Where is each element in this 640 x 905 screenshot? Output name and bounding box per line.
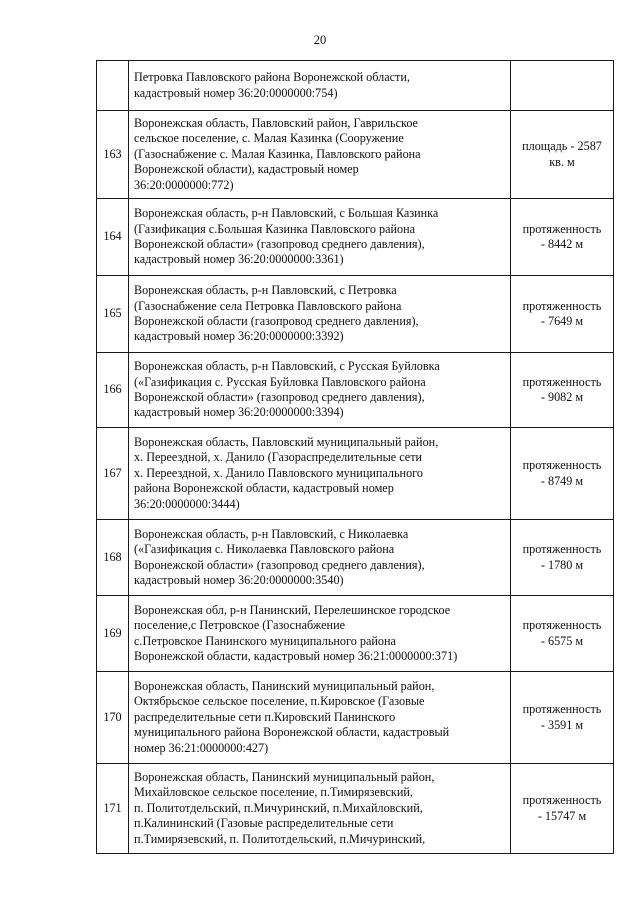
table-row xyxy=(97,199,614,276)
object-description: Воронежская область, р-н Павловский, с Большая Казинка (Газификация с.Большая Казинка Павловского района Воронежской области» (газопровод среднего давления), кадастровый номер 36:20:0000000:3361) xyxy=(129,199,511,276)
row-number xyxy=(97,61,129,111)
row-number: 165 xyxy=(97,276,129,353)
row-number: 164 xyxy=(97,199,129,276)
table-row xyxy=(97,61,614,111)
row-number: 166 xyxy=(97,353,129,428)
table-row xyxy=(97,111,614,199)
object-size: протяженность - 1780 м xyxy=(511,520,614,596)
object-size: протяженность - 3591 м xyxy=(511,672,614,764)
object-description: Воронежская область, р-н Павловский, с Русская Буйловка («Газификация с. Русская Буйловка Павловского района Воронежской области» (газопровод среднего давления), кадастровый номер 36:20:0000000:3394) xyxy=(129,353,511,428)
object-description: Воронежская область, р-н Павловский, с Петровка (Газоснабжение села Петровка Павловского района Воронежской области (газопровод среднего давления), кадастровый номер 36:20:0000000:3392) xyxy=(129,276,511,353)
object-description: Воронежская область, р-н Павловский, с Николаевка («Газификация с. Николаевка Павловского района Воронежской области» (газопровод среднего давления), кадастровый номер 36:20:0000000:3540) xyxy=(129,520,511,596)
object-description: Воронежская область, Павловский муниципальный район, х. Переездной, х. Данило (Газораспределительные сети х. Переездной, х. Данило Павловского муниципального района Воронежской области, кадастровый номер 36:20:0000000:3444) xyxy=(129,428,511,520)
row-number: 167 xyxy=(97,428,129,520)
table-row xyxy=(97,276,614,353)
object-size: протяженность - 7649 м xyxy=(511,276,614,353)
table-row xyxy=(97,520,614,596)
row-number: 171 xyxy=(97,764,129,854)
object-description: Воронежская область, Панинский муниципальный район, Октябрьское сельское поселение, п.Кировское (Газовые распределительные сети п.Кировский Панинского муниципального района Воронежской области, кадастровый номер 36:21:0000000:427) xyxy=(129,672,511,764)
page-number: 20 xyxy=(313,33,327,47)
object-size: протяженность - 9082 м xyxy=(511,353,614,428)
table-row xyxy=(97,428,614,520)
row-number: 168 xyxy=(97,520,129,596)
table-row xyxy=(97,764,614,854)
row-number: 163 xyxy=(97,111,129,199)
object-size: протяженность - 15747 м xyxy=(511,764,614,854)
registry-table xyxy=(96,60,614,854)
object-size: протяженность - 8749 м xyxy=(511,428,614,520)
object-description: Воронежская область, Панинский муниципальный район, Михайловское сельское поселение, п.Тимирязевский, п. Политотдельский, п.Мичуринский, п.Михайловский, п.Калининский (Газовые распределительные сети п.Тимирязевский, п. Политотдельский, п.Мичуринский, xyxy=(129,764,511,854)
table-row xyxy=(97,353,614,428)
object-size: протяженность - 8442 м xyxy=(511,199,614,276)
row-number: 170 xyxy=(97,672,129,764)
object-description: Петровка Павловского района Воронежской области, кадастровый номер 36:20:0000000:754) xyxy=(129,61,511,111)
object-description: Воронежская обл, р-н Панинский, Перелешинское городское поселение,с Петровское (Газоснабжение с.Петровское Панинского муниципального района Воронежской области, кадастровый номер 36:21:0000000:371) xyxy=(129,596,511,672)
object-size: площадь - 2587 кв. м xyxy=(511,111,614,199)
table-row xyxy=(97,596,614,672)
table-row xyxy=(97,672,614,764)
object-size xyxy=(511,61,614,111)
row-number: 169 xyxy=(97,596,129,672)
object-size: протяженность - 6575 м xyxy=(511,596,614,672)
object-description: Воронежская область, Павловский район, Гаврильское сельское поселение, с. Малая Казинка (Сооружение (Газоснабжение с. Малая Казинка, Павловского района Воронежской области), кадастровый номер 36:20:0000000:772) xyxy=(129,111,511,199)
